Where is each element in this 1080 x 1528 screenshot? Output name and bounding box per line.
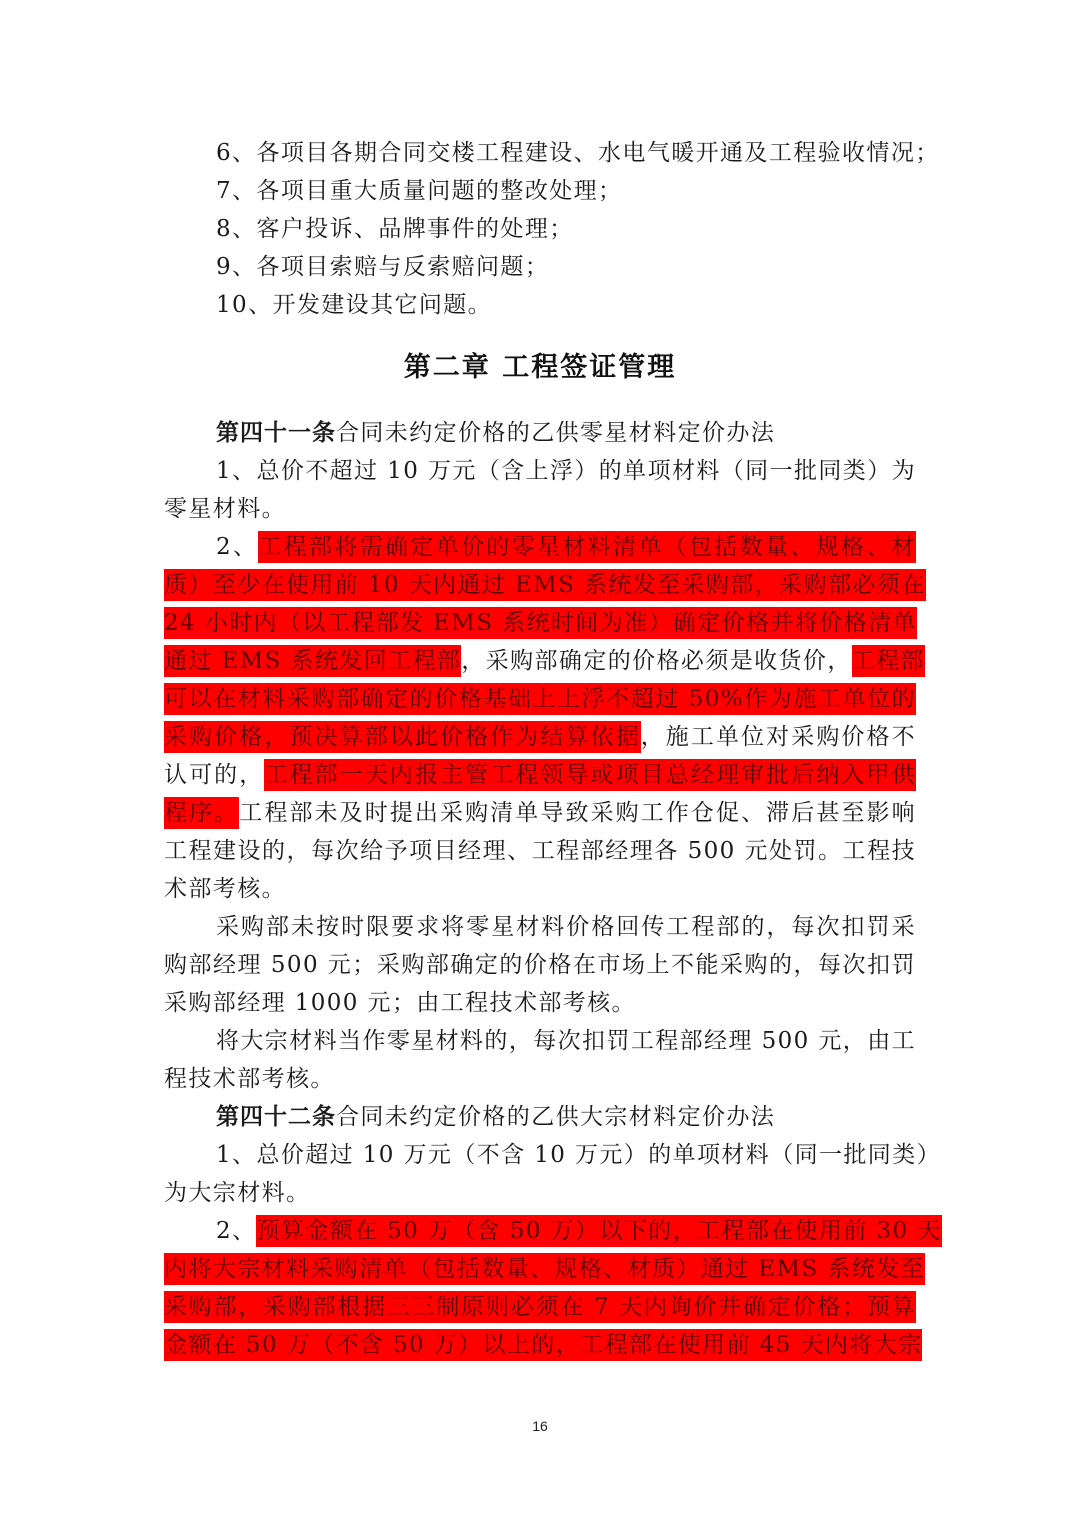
paragraph-line: 采购部经理 1000 元；由工程技术部考核。 xyxy=(164,990,636,1016)
paragraph-line xyxy=(216,1214,942,1248)
paragraph-line: 购部经理 500 元；采购部确定的价格在市场上不能采购的，每次扣罚 xyxy=(164,952,916,978)
article-41-label: 第四十一条 xyxy=(216,420,336,446)
paragraph-line: 1、总价不超过 10 万元（含上浮）的单项材料（同一批同类）为 xyxy=(216,458,916,484)
paragraph-line xyxy=(164,568,926,602)
highlighted-text: 预算金额在 50 万（含 50 万）以下的，工程部在使用前 30 天 xyxy=(256,1215,941,1247)
plain-text: ，采购部确定的价格必须是收货价， xyxy=(461,648,852,674)
plain-text: ，施工单位对采购价格不 xyxy=(640,724,916,750)
paragraph-line: 零星材料。 xyxy=(164,496,286,522)
highlighted-text: 内将大宗材料采购清单（包括数量、规格、材质）通过 EMS 系统发至 xyxy=(164,1253,925,1285)
paragraph-line xyxy=(164,796,916,830)
paragraph-line: 1、总价超过 10 万元（不含 10 万元）的单项材料（同一批同类） xyxy=(216,1142,942,1168)
page-number: 16 xyxy=(532,1418,548,1434)
paragraph-line: 为大宗材料。 xyxy=(164,1180,311,1206)
paragraph-line xyxy=(164,606,916,640)
list-item: 10、开发建设其它问题。 xyxy=(216,292,493,318)
highlighted-text: 工程部将需确定单价的零星材料清单（包括数量、规格、材 xyxy=(258,531,916,563)
paragraph-line xyxy=(164,720,916,754)
plain-text: 工程部未及时提出采购清单导致采购工作仓促、滞后甚至影响 xyxy=(239,800,916,826)
article-42-heading xyxy=(216,1100,916,1134)
list-item: 8、客户投诉、品牌事件的处理； xyxy=(216,216,574,242)
paragraph-line xyxy=(164,1290,916,1324)
plain-text: 认可的， xyxy=(164,762,265,788)
article-41-heading xyxy=(216,416,916,450)
highlighted-text: 采购部，采购部根据三三制原则必须在 7 天内询价并确定价格；预算 xyxy=(164,1291,916,1323)
paragraph-line xyxy=(216,530,916,564)
highlighted-text: 可以在材料采购部确定的价格基础上上浮不超过 50%作为施工单位的 xyxy=(164,683,916,715)
paragraph-line xyxy=(164,644,925,678)
article-42-title: 合同未约定价格的乙供大宗材料定价办法 xyxy=(336,1104,776,1130)
paragraph-line: 程技术部考核。 xyxy=(164,1066,335,1092)
item-number: 2、 xyxy=(216,534,259,560)
highlighted-text: 采购价格，预决算部以此价格作为结算依据 xyxy=(164,721,641,753)
chapter-title: 第二章 工程签证管理 xyxy=(403,352,677,383)
article-42-label: 第四十二条 xyxy=(216,1104,336,1130)
article-41-title: 合同未约定价格的乙供零星材料定价办法 xyxy=(336,420,776,446)
highlighted-text: 24 小时内（以工程部发 EMS 系统时间为准）确定价格并将价格清单 xyxy=(164,607,917,639)
paragraph-line: 术部考核。 xyxy=(164,876,286,902)
paragraph-line: 采购部未按时限要求将零星材料价格回传工程部的，每次扣罚采 xyxy=(216,914,916,940)
list-item: 7、各项目重大质量问题的整改处理； xyxy=(216,178,623,204)
list-item: 9、各项目索赔与反索赔问题； xyxy=(216,254,550,280)
paragraph-line: 工程建设的，每次给予项目经理、工程部经理各 500 元处罚。工程技 xyxy=(164,838,916,864)
paragraph-line xyxy=(164,1328,923,1362)
paragraph-line xyxy=(164,758,916,792)
highlighted-text: 金额在 50 万（不含 50 万）以上的，工程部在使用前 45 天内将大宗 xyxy=(164,1329,922,1361)
highlighted-text: 工程部一天内报主管工程领导或项目总经理审批后纳入甲供 xyxy=(264,759,916,791)
item-number: 2、 xyxy=(216,1218,257,1244)
list-item: 6、各项目各期合同交楼工程建设、水电气暖开通及工程验收情况； xyxy=(216,140,940,166)
highlighted-text: 通过 EMS 系统发回工程部 xyxy=(164,645,461,677)
highlighted-text: 工程部 xyxy=(852,645,925,677)
paragraph-line xyxy=(164,682,916,716)
highlighted-text: 质）至少在使用前 10 天内通过 EMS 系统发至采购部，采购部必须在 xyxy=(164,569,926,601)
paragraph-line xyxy=(164,1252,925,1286)
highlighted-text: 程序。 xyxy=(164,797,239,829)
paragraph-line: 将大宗材料当作零星材料的，每次扣罚工程部经理 500 元，由工 xyxy=(216,1028,916,1054)
